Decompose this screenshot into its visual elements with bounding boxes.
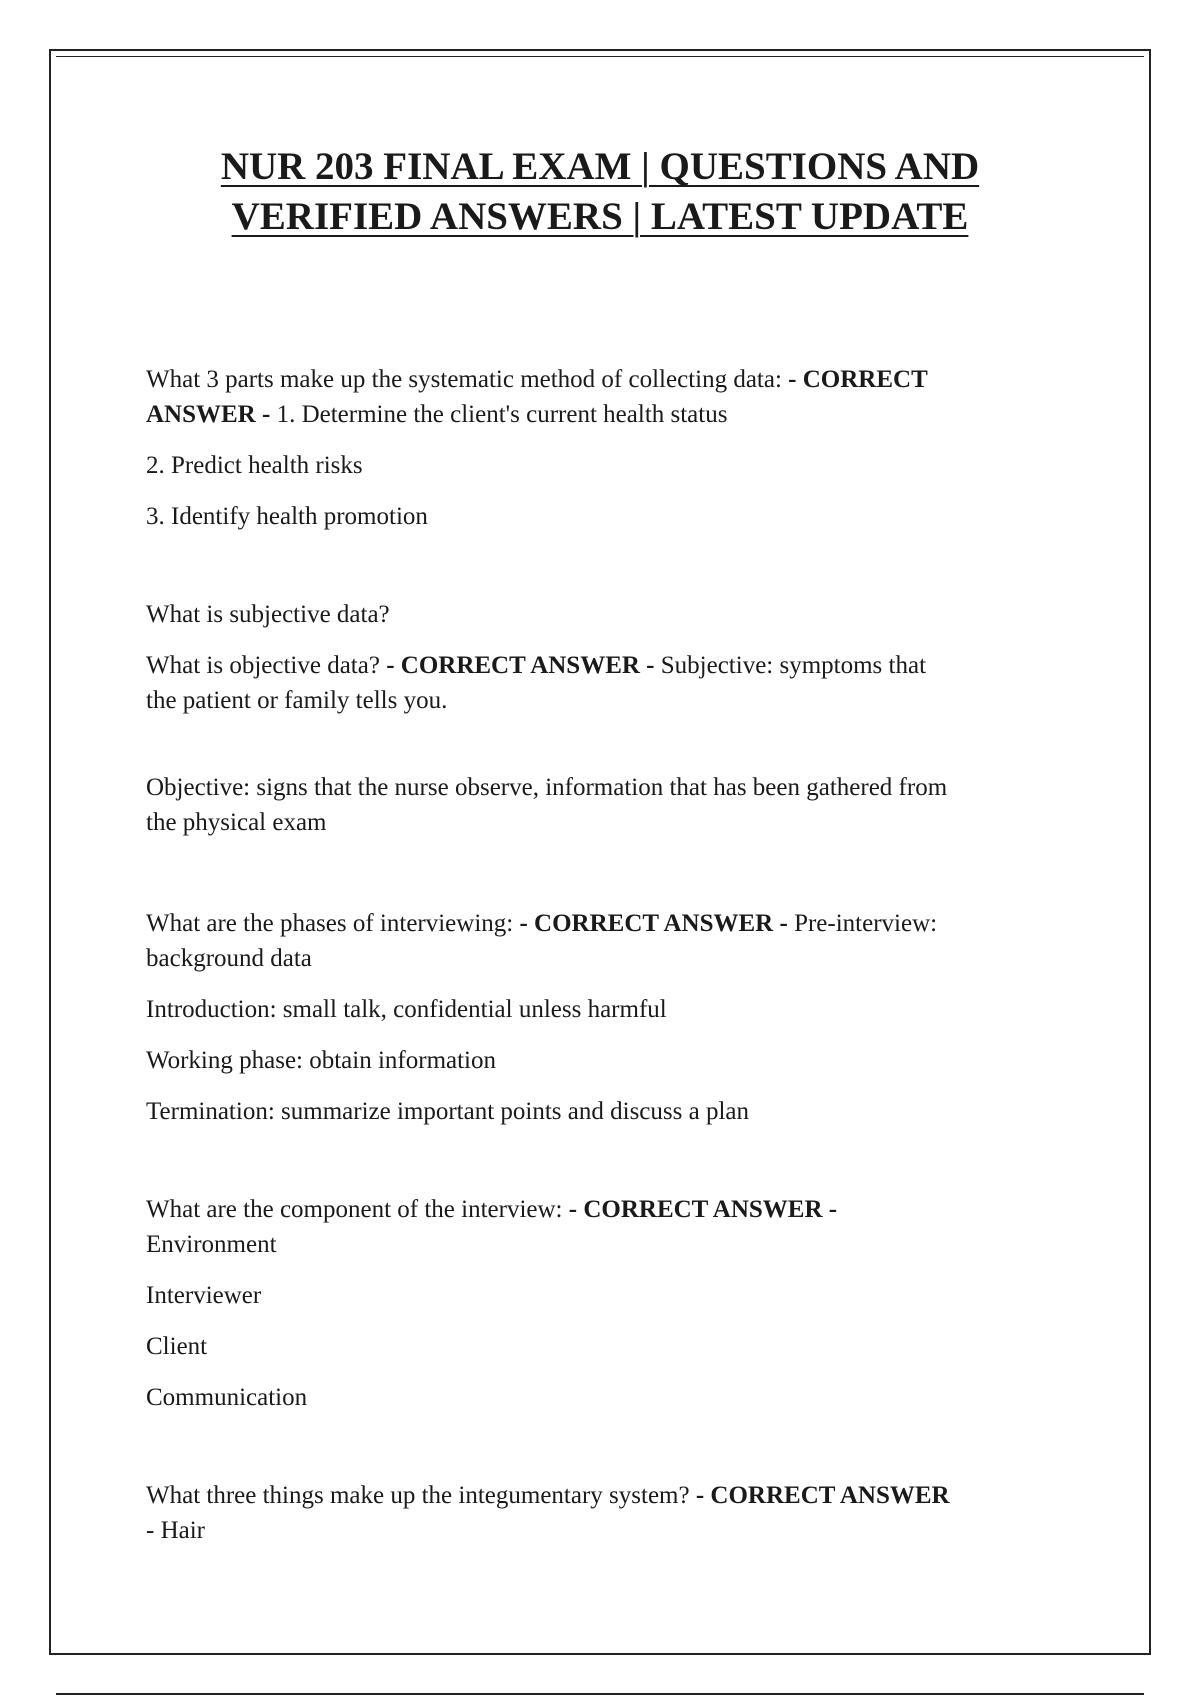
footer-rule [56,1693,1144,1695]
title-line-2: VERIFIED ANSWERS | LATEST UPDATE [231,195,969,238]
answer-2-cont: the patient or family tells you. [146,687,448,714]
answer-line: 3. Identify health promotion [146,503,428,530]
answer-line [146,770,1076,840]
answer-line: Communication [146,1384,308,1411]
answer-line: 2. Predict health risks [146,452,363,479]
question-4 [146,1192,1076,1262]
correct-answer-marker: - CORRECT ANSWER - [386,652,655,679]
question-2b-text: What is objective data? [146,652,380,679]
document-title [100,142,1100,242]
correct-answer-marker: ANSWER - [146,401,271,428]
question-3 [146,906,1076,976]
answer-line: Interviewer [146,1282,262,1309]
title-line-1: NUR 203 FINAL EXAM | QUESTIONS AND [220,145,980,188]
question-3-text: What are the phases of interviewing: [146,910,514,937]
answer-2-text: Subjective: symptoms that [660,652,927,679]
correct-answer-marker: - CORRECT [788,366,928,393]
question-1 [146,362,1076,432]
answer-3-cont: background data [146,945,312,972]
correct-answer-marker: - CORRECT ANSWER [695,1482,950,1509]
question-2b [146,648,1076,718]
answer-line: Termination: summarize important points and discuss a plan [146,1098,749,1125]
objective-line-1: Objective: signs that the nurse observe, information that has been gathered from [146,774,948,801]
question-5 [146,1478,1076,1548]
answer-line: Client [146,1333,208,1360]
answer-1-text: 1. Determine the client's current health status [276,401,728,428]
question-1-text: What 3 parts make up the systematic method of collecting data: [146,366,782,393]
answer-5-text: Hair [160,1517,205,1544]
answer-dash: - [146,1517,155,1544]
answer-4-text: Environment [146,1231,277,1258]
answer-line: Working phase: obtain information [146,1047,496,1074]
correct-answer-marker: - CORRECT ANSWER - [519,910,788,937]
question-5-text: What three things make up the integumentary system? [146,1482,690,1509]
question-2a: What is subjective data? [146,601,390,628]
document-body [146,362,1076,1548]
correct-answer-marker: - CORRECT ANSWER - [568,1196,838,1223]
question-4-text: What are the component of the interview: [146,1196,563,1223]
answer-line: Introduction: small talk, confidential unless harmful [146,996,667,1023]
page-border-inner-rule [56,56,1144,57]
answer-3-text: Pre-interview: [794,910,938,937]
objective-line-2: the physical exam [146,809,327,836]
